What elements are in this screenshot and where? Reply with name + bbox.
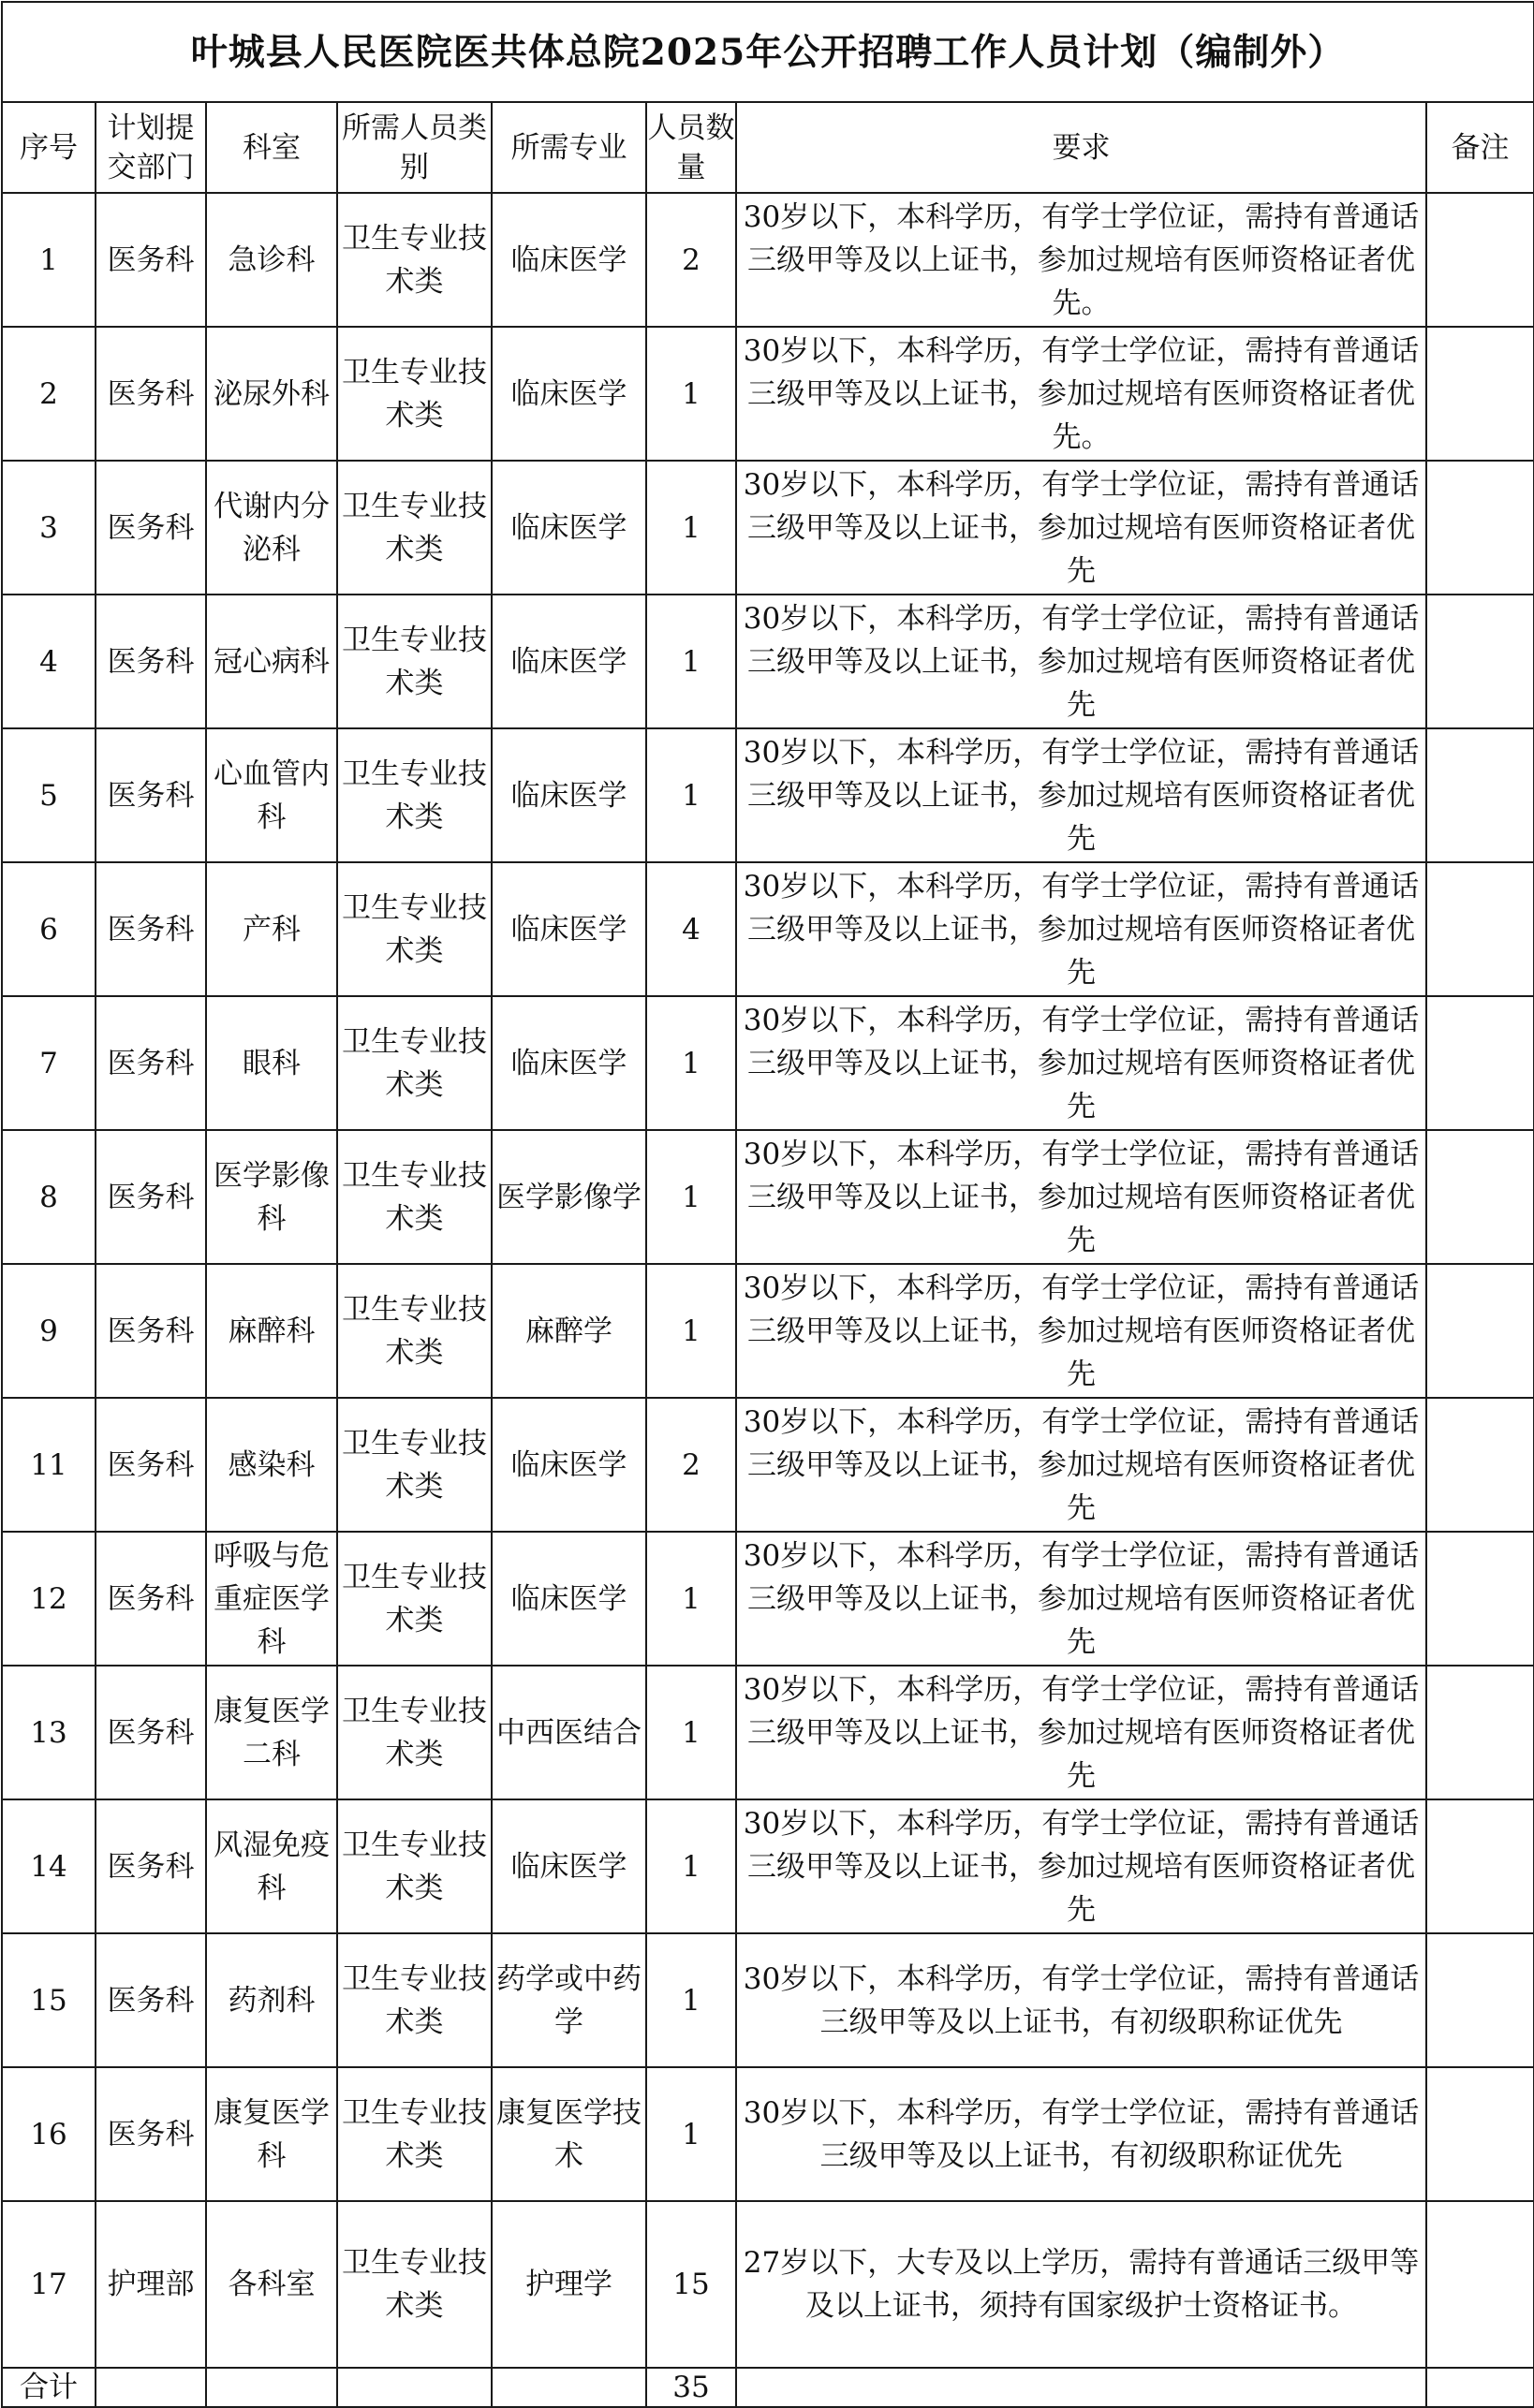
cell-requirement: 30岁以下，本科学历，有学士学位证，需持有普通话三级甲等及以上证书，参加过规培有医师资格证者优先	[736, 1130, 1426, 1264]
cell-note	[1426, 327, 1534, 461]
cell-category: 卫生专业技术类	[337, 1130, 492, 1264]
header-category: 所需人员类别	[337, 102, 492, 193]
table-row	[2, 327, 1534, 461]
table-row	[2, 1398, 1534, 1532]
header-major: 所需专业	[492, 102, 646, 193]
recruitment-plan-table	[1, 1, 1534, 2408]
cell-seq: 3	[2, 461, 96, 595]
cell-dept: 医学影像科	[206, 1130, 337, 1264]
cell-major: 康复医学技术	[492, 2067, 646, 2201]
cell-note	[1426, 996, 1534, 1130]
cell-dept: 冠心病科	[206, 595, 337, 728]
cell-category: 卫生专业技术类	[337, 327, 492, 461]
cell-dept: 康复医学二科	[206, 1666, 337, 1799]
cell-submit-dept: 医务科	[96, 193, 206, 327]
cell-note	[1426, 728, 1534, 862]
cell-category: 卫生专业技术类	[337, 1933, 492, 2067]
title-row	[2, 2, 1534, 102]
table-row	[2, 728, 1534, 862]
cell-submit-dept: 医务科	[96, 1264, 206, 1398]
cell-note	[1426, 1933, 1534, 2067]
cell-submit-dept: 医务科	[96, 1130, 206, 1264]
cell-category: 卫生专业技术类	[337, 728, 492, 862]
cell-requirement: 30岁以下，本科学历，有学士学位证，需持有普通话三级甲等及以上证书，参加过规培有医师资格证者优先	[736, 595, 1426, 728]
cell-major: 临床医学	[492, 1532, 646, 1666]
cell-seq: 4	[2, 595, 96, 728]
cell-dept: 麻醉科	[206, 1264, 337, 1398]
cell-seq: 12	[2, 1532, 96, 1666]
cell-major: 临床医学	[492, 862, 646, 996]
cell-count: 1	[646, 327, 736, 461]
header-seq: 序号	[2, 102, 96, 193]
cell-major: 临床医学	[492, 1799, 646, 1933]
cell-requirement: 30岁以下，本科学历，有学士学位证，需持有普通话三级甲等及以上证书，参加过规培有医师资格证者优先	[736, 996, 1426, 1130]
cell-submit-dept: 医务科	[96, 327, 206, 461]
cell-seq: 14	[2, 1799, 96, 1933]
cell-seq: 13	[2, 1666, 96, 1799]
cell-note	[1426, 1398, 1534, 1532]
cell-dept: 呼吸与危重症医学科	[206, 1532, 337, 1666]
cell-submit-dept: 医务科	[96, 996, 206, 1130]
table-body	[2, 2, 1534, 2407]
table-row	[2, 862, 1534, 996]
cell-submit-dept: 护理部	[96, 2201, 206, 2368]
cell-seq: 8	[2, 1130, 96, 1264]
cell-dept: 代谢内分泌科	[206, 461, 337, 595]
total-empty	[206, 2368, 337, 2407]
header-count: 人员数量	[646, 102, 736, 193]
cell-count: 1	[646, 728, 736, 862]
cell-count: 1	[646, 996, 736, 1130]
cell-submit-dept: 医务科	[96, 1532, 206, 1666]
table-row	[2, 2201, 1534, 2368]
cell-seq: 7	[2, 996, 96, 1130]
cell-count: 1	[646, 2067, 736, 2201]
total-empty	[337, 2368, 492, 2407]
total-count: 35	[646, 2368, 736, 2407]
table-row	[2, 461, 1534, 595]
cell-note	[1426, 862, 1534, 996]
total-row	[2, 2368, 1534, 2407]
table-row	[2, 595, 1534, 728]
cell-dept: 产科	[206, 862, 337, 996]
header-dept: 科室	[206, 102, 337, 193]
header-requirement: 要求	[736, 102, 1426, 193]
cell-note	[1426, 2067, 1534, 2201]
cell-note	[1426, 1799, 1534, 1933]
cell-dept: 药剂科	[206, 1933, 337, 2067]
cell-major: 护理学	[492, 2201, 646, 2368]
cell-submit-dept: 医务科	[96, 862, 206, 996]
cell-category: 卫生专业技术类	[337, 2201, 492, 2368]
cell-dept: 风湿免疫科	[206, 1799, 337, 1933]
cell-seq: 5	[2, 728, 96, 862]
cell-count: 1	[646, 595, 736, 728]
cell-count: 1	[646, 1130, 736, 1264]
cell-requirement: 30岁以下，本科学历，有学士学位证，需持有普通话三级甲等及以上证书，参加过规培有医师资格证者优先。	[736, 193, 1426, 327]
cell-requirement: 30岁以下，本科学历，有学士学位证，需持有普通话三级甲等及以上证书，参加过规培有医师资格证者优先	[736, 862, 1426, 996]
table-row	[2, 1666, 1534, 1799]
cell-submit-dept: 医务科	[96, 728, 206, 862]
cell-seq: 15	[2, 1933, 96, 2067]
cell-major: 临床医学	[492, 461, 646, 595]
cell-dept: 心血管内科	[206, 728, 337, 862]
cell-seq: 17	[2, 2201, 96, 2368]
cell-dept: 泌尿外科	[206, 327, 337, 461]
cell-seq: 9	[2, 1264, 96, 1398]
cell-requirement: 30岁以下，本科学历，有学士学位证，需持有普通话三级甲等及以上证书，参加过规培有医师资格证者优先	[736, 1532, 1426, 1666]
cell-seq: 1	[2, 193, 96, 327]
header-note: 备注	[1426, 102, 1534, 193]
cell-seq: 16	[2, 2067, 96, 2201]
total-empty	[1426, 2368, 1534, 2407]
cell-dept: 感染科	[206, 1398, 337, 1532]
table-row	[2, 996, 1534, 1130]
cell-seq: 2	[2, 327, 96, 461]
cell-count: 2	[646, 193, 736, 327]
cell-count: 15	[646, 2201, 736, 2368]
cell-submit-dept: 医务科	[96, 1666, 206, 1799]
cell-requirement: 30岁以下，本科学历，有学士学位证，需持有普通话三级甲等及以上证书，参加过规培有医师资格证者优先	[736, 1264, 1426, 1398]
cell-requirement: 30岁以下，本科学历，有学士学位证，需持有普通话三级甲等及以上证书，有初级职称证优先	[736, 1933, 1426, 2067]
cell-dept: 眼科	[206, 996, 337, 1130]
cell-major: 医学影像学	[492, 1130, 646, 1264]
cell-major: 中西医结合	[492, 1666, 646, 1799]
cell-submit-dept: 医务科	[96, 1398, 206, 1532]
cell-count: 1	[646, 1532, 736, 1666]
cell-major: 临床医学	[492, 728, 646, 862]
table-row	[2, 1799, 1534, 1933]
cell-note	[1426, 193, 1534, 327]
page-title: 叶城县人民医院医共体总院2025年公开招聘工作人员计划（编制外）	[2, 2, 1534, 102]
cell-category: 卫生专业技术类	[337, 193, 492, 327]
cell-requirement: 30岁以下，本科学历，有学士学位证，需持有普通话三级甲等及以上证书，参加过规培有医师资格证者优先	[736, 1799, 1426, 1933]
table-row	[2, 1264, 1534, 1398]
table-row	[2, 2067, 1534, 2201]
cell-category: 卫生专业技术类	[337, 1799, 492, 1933]
cell-submit-dept: 医务科	[96, 1933, 206, 2067]
cell-major: 临床医学	[492, 193, 646, 327]
cell-submit-dept: 医务科	[96, 595, 206, 728]
cell-category: 卫生专业技术类	[337, 1398, 492, 1532]
total-empty	[736, 2368, 1426, 2407]
cell-requirement: 30岁以下，本科学历，有学士学位证，需持有普通话三级甲等及以上证书，参加过规培有医师资格证者优先。	[736, 327, 1426, 461]
table-row	[2, 1532, 1534, 1666]
total-label: 合计	[2, 2368, 96, 2407]
total-empty	[492, 2368, 646, 2407]
table-row	[2, 193, 1534, 327]
cell-category: 卫生专业技术类	[337, 1666, 492, 1799]
cell-seq: 6	[2, 862, 96, 996]
cell-count: 1	[646, 1799, 736, 1933]
cell-category: 卫生专业技术类	[337, 595, 492, 728]
cell-count: 2	[646, 1398, 736, 1532]
cell-note	[1426, 1130, 1534, 1264]
cell-requirement: 30岁以下，本科学历，有学士学位证，需持有普通话三级甲等及以上证书，参加过规培有医师资格证者优先	[736, 1666, 1426, 1799]
cell-requirement: 30岁以下，本科学历，有学士学位证，需持有普通话三级甲等及以上证书，参加过规培有医师资格证者优先	[736, 461, 1426, 595]
cell-note	[1426, 1264, 1534, 1398]
cell-submit-dept: 医务科	[96, 1799, 206, 1933]
cell-count: 1	[646, 1264, 736, 1398]
cell-category: 卫生专业技术类	[337, 1532, 492, 1666]
cell-major: 药学或中药学	[492, 1933, 646, 2067]
cell-note	[1426, 1666, 1534, 1799]
cell-note	[1426, 461, 1534, 595]
cell-category: 卫生专业技术类	[337, 1264, 492, 1398]
table-row	[2, 1130, 1534, 1264]
cell-dept: 急诊科	[206, 193, 337, 327]
cell-count: 1	[646, 461, 736, 595]
cell-major: 临床医学	[492, 1398, 646, 1532]
cell-category: 卫生专业技术类	[337, 996, 492, 1130]
total-empty	[96, 2368, 206, 2407]
cell-category: 卫生专业技术类	[337, 461, 492, 595]
cell-note	[1426, 1532, 1534, 1666]
cell-dept: 各科室	[206, 2201, 337, 2368]
cell-count: 1	[646, 1666, 736, 1799]
header-submit-dept: 计划提交部门	[96, 102, 206, 193]
cell-submit-dept: 医务科	[96, 2067, 206, 2201]
cell-seq: 11	[2, 1398, 96, 1532]
cell-requirement: 27岁以下，大专及以上学历，需持有普通话三级甲等及以上证书，须持有国家级护士资格证书。	[736, 2201, 1426, 2368]
cell-major: 临床医学	[492, 595, 646, 728]
table-row	[2, 1933, 1534, 2067]
header-row	[2, 102, 1534, 193]
cell-requirement: 30岁以下，本科学历，有学士学位证，需持有普通话三级甲等及以上证书，参加过规培有医师资格证者优先	[736, 728, 1426, 862]
cell-count: 4	[646, 862, 736, 996]
cell-note	[1426, 2201, 1534, 2368]
cell-major: 临床医学	[492, 996, 646, 1130]
cell-submit-dept: 医务科	[96, 461, 206, 595]
cell-note	[1426, 595, 1534, 728]
cell-major: 麻醉学	[492, 1264, 646, 1398]
cell-count: 1	[646, 1933, 736, 2067]
cell-requirement: 30岁以下，本科学历，有学士学位证，需持有普通话三级甲等及以上证书，有初级职称证优先	[736, 2067, 1426, 2201]
cell-category: 卫生专业技术类	[337, 862, 492, 996]
cell-category: 卫生专业技术类	[337, 2067, 492, 2201]
cell-major: 临床医学	[492, 327, 646, 461]
cell-dept: 康复医学科	[206, 2067, 337, 2201]
cell-requirement: 30岁以下，本科学历，有学士学位证，需持有普通话三级甲等及以上证书，参加过规培有医师资格证者优先	[736, 1398, 1426, 1532]
